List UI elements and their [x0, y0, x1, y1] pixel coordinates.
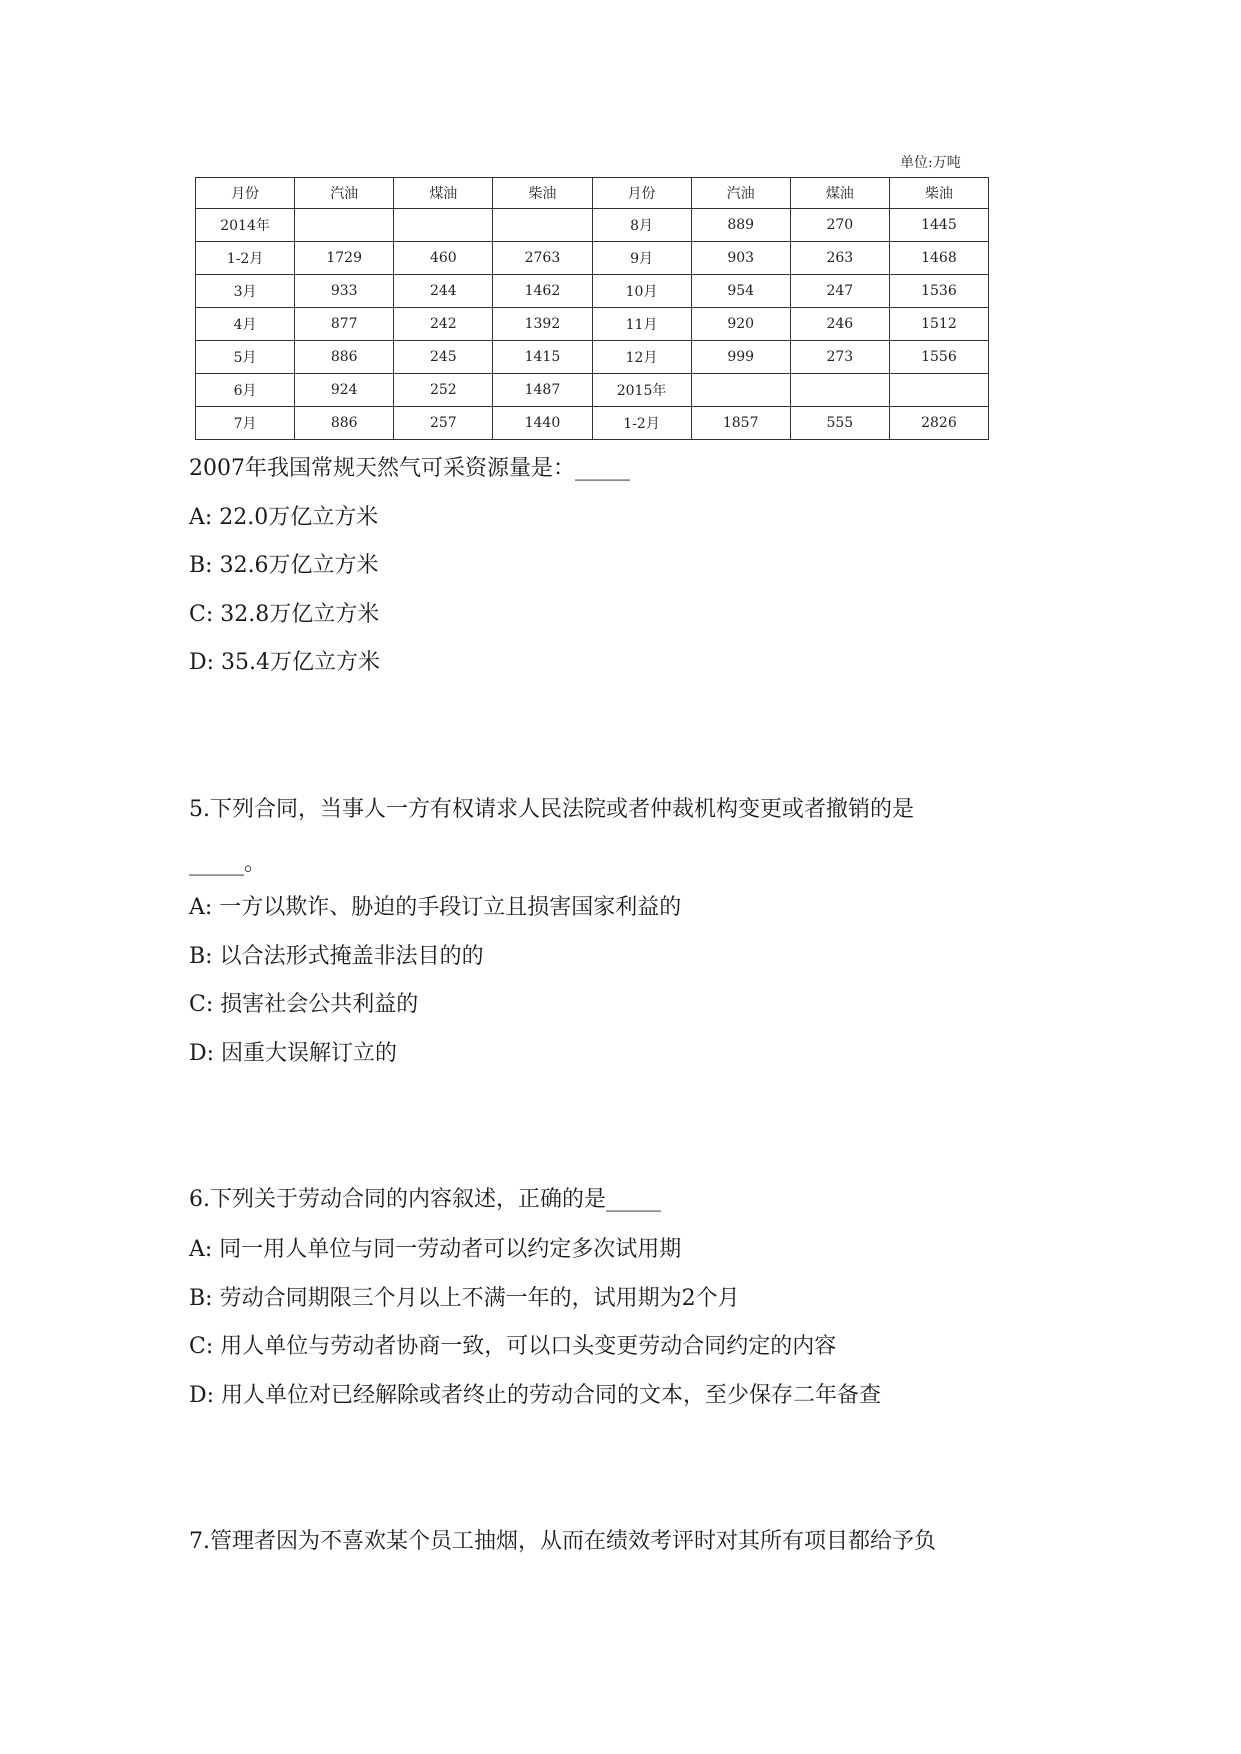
table-cell: 242 — [394, 308, 493, 341]
q4-option-d[interactable]: D: 35.4万亿立方米 — [189, 650, 381, 675]
table-cell: 1556 — [889, 341, 988, 374]
table-cell: 12月 — [592, 341, 691, 374]
table-cell: 245 — [394, 341, 493, 374]
table-cell — [493, 209, 592, 242]
table-cell: 263 — [790, 242, 889, 275]
table-cell: 1415 — [493, 341, 592, 374]
table-cell: 954 — [691, 275, 790, 308]
table-cell: 1487 — [493, 374, 592, 407]
table-cell: 8月 — [592, 209, 691, 242]
table-cell: 6月 — [196, 374, 295, 407]
table-cell: 903 — [691, 242, 790, 275]
q4-option-b[interactable]: B: 32.6万亿立方米 — [189, 553, 379, 578]
table-row — [196, 374, 989, 407]
table-header-row — [196, 178, 989, 209]
table-cell: 11月 — [592, 308, 691, 341]
table-cell: 246 — [790, 308, 889, 341]
table-cell: 886 — [295, 407, 394, 440]
table-cell: 1392 — [493, 308, 592, 341]
table-cell: 3月 — [196, 275, 295, 308]
q6-stem: 6.下列关于劳动合同的内容叙述，正确的是_____ — [189, 1187, 661, 1212]
table-cell: 1-2月 — [196, 242, 295, 275]
q5-option-a[interactable]: A: 一方以欺诈、胁迫的手段订立且损害国家利益的 — [189, 895, 682, 920]
table-row — [196, 308, 989, 341]
table-cell: 1445 — [889, 209, 988, 242]
table-cell: 460 — [394, 242, 493, 275]
header-month-2: 月份 — [592, 178, 691, 209]
q5-stem: 5.下列合同，当事人一方有权请求人民法院或者仲裁机构变更或者撤销的是 — [189, 797, 914, 822]
table-cell — [691, 374, 790, 407]
table-cell: 247 — [790, 275, 889, 308]
table-cell — [790, 374, 889, 407]
table-cell: 5月 — [196, 341, 295, 374]
table-cell: 1512 — [889, 308, 988, 341]
table-cell: 4月 — [196, 308, 295, 341]
q5-option-c[interactable]: C: 损害社会公共利益的 — [189, 992, 419, 1017]
q5-option-d[interactable]: D: 因重大误解订立的 — [189, 1041, 398, 1066]
table-cell: 257 — [394, 407, 493, 440]
table-cell: 1-2月 — [592, 407, 691, 440]
table-cell: 10月 — [592, 275, 691, 308]
table-cell: 920 — [691, 308, 790, 341]
table-cell: 1468 — [889, 242, 988, 275]
table-cell: 1536 — [889, 275, 988, 308]
q5-stem-continuation: _____。 — [189, 851, 267, 876]
header-kerosene-1: 煤油 — [394, 178, 493, 209]
table-cell: 999 — [691, 341, 790, 374]
table-cell: 9月 — [592, 242, 691, 275]
table-cell — [295, 209, 394, 242]
table-cell: 889 — [691, 209, 790, 242]
table-cell: 244 — [394, 275, 493, 308]
table-row — [196, 275, 989, 308]
header-kerosene-2: 煤油 — [790, 178, 889, 209]
table-unit-label: 单位:万吨 — [900, 155, 961, 171]
table-cell: 7月 — [196, 407, 295, 440]
table-cell: 877 — [295, 308, 394, 341]
header-month-1: 月份 — [196, 178, 295, 209]
q6-option-a[interactable]: A: 同一用人单位与同一劳动者可以约定多次试用期 — [189, 1237, 682, 1262]
table-cell: 273 — [790, 341, 889, 374]
table-cell — [394, 209, 493, 242]
table-cell: 2826 — [889, 407, 988, 440]
table-cell: 1462 — [493, 275, 592, 308]
table-cell: 270 — [790, 209, 889, 242]
fuel-consumption-table — [195, 177, 989, 440]
table-cell: 2015年 — [592, 374, 691, 407]
table-cell: 1857 — [691, 407, 790, 440]
table-row — [196, 341, 989, 374]
table-cell: 555 — [790, 407, 889, 440]
q5-option-b[interactable]: B: 以合法形式掩盖非法目的的 — [189, 944, 484, 969]
q6-option-c[interactable]: C: 用人单位与劳动者协商一致，可以口头变更劳动合同约定的内容 — [189, 1334, 837, 1359]
q7-stem: 7.管理者因为不喜欢某个员工抽烟，从而在绩效考评时对其所有项目都给予负 — [189, 1529, 936, 1554]
table-cell: 2763 — [493, 242, 592, 275]
table-cell: 1440 — [493, 407, 592, 440]
table-cell: 252 — [394, 374, 493, 407]
header-diesel-1: 柴油 — [493, 178, 592, 209]
q6-option-b[interactable]: B: 劳动合同期限三个月以上不满一年的，试用期为2个月 — [189, 1286, 740, 1311]
table-row — [196, 407, 989, 440]
table-row — [196, 209, 989, 242]
table-cell — [889, 374, 988, 407]
table-cell: 2014年 — [196, 209, 295, 242]
table-cell: 924 — [295, 374, 394, 407]
table-cell: 933 — [295, 275, 394, 308]
table-row — [196, 242, 989, 275]
q6-option-d[interactable]: D: 用人单位对已经解除或者终止的劳动合同的文本，至少保存二年备查 — [189, 1383, 882, 1408]
q4-stem: 2007年我国常规天然气可采资源量是：_____ — [189, 456, 630, 481]
header-diesel-2: 柴油 — [889, 178, 988, 209]
table-cell: 1729 — [295, 242, 394, 275]
q4-option-c[interactable]: C: 32.8万亿立方米 — [189, 602, 380, 627]
q4-option-a[interactable]: A: 22.0万亿立方米 — [189, 505, 379, 530]
table-cell: 886 — [295, 341, 394, 374]
header-gasoline-1: 汽油 — [295, 178, 394, 209]
header-gasoline-2: 汽油 — [691, 178, 790, 209]
